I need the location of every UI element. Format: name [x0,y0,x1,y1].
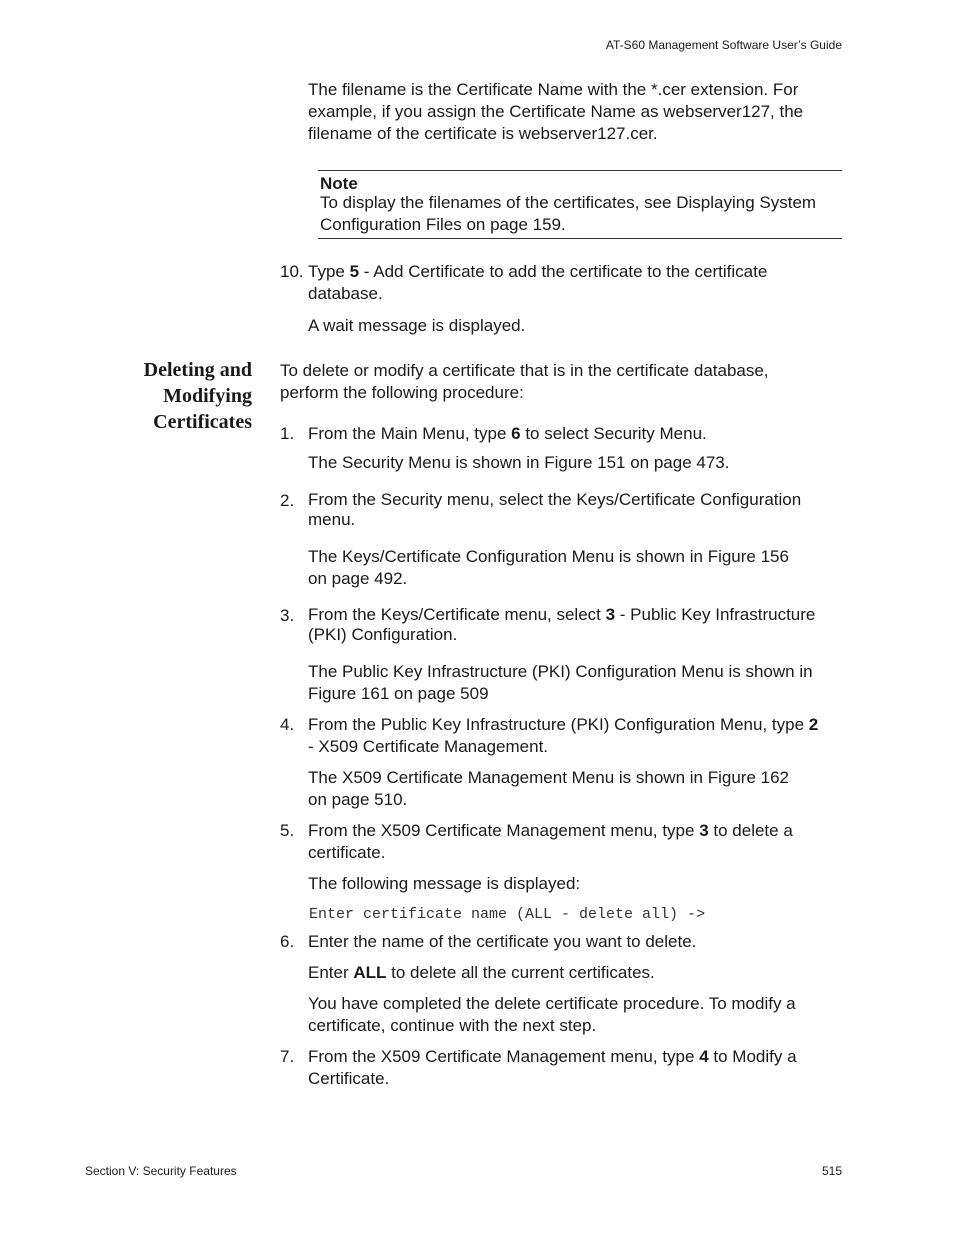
step-5-result: The following message is displayed: [308,874,581,893]
code-prompt: Enter certificate name (ALL - delete all) -> [309,906,706,923]
step-4-text: From the Public Key Infrastructure (PKI) Configuration Menu, type 2 - X509 Certificate Management. [308,715,819,756]
note-top-rule [318,170,842,171]
step-6-result: You have completed the delete certificate procedure. To modify a certificate, continue with the next step. [308,994,796,1035]
step-1-number: 1. [280,424,295,443]
step-6-enter: Enter ALL to delete all the current certificates. [308,963,655,982]
section-intro: To delete or modify a certificate that is in the certificate database, perform the following procedure: [280,361,769,402]
note-text: To display the filenames of the certificates, see Displaying System Configuration Files on page 159. [320,193,817,234]
step-7-number: 7. [280,1047,295,1066]
step-5-text: From the X509 Certificate Management menu, type 3 to delete a certificate. [308,821,793,862]
step-2-result: The Keys/Certificate Configuration Menu is shown in Figure 156 on page 492. [308,547,789,588]
step-3-result: The Public Key Infrastructure (PKI) Configuration Menu is shown in Figure 161 on page 509 [308,662,813,703]
running-header: AT-S60 Management Software User’s Guide [605,38,842,52]
step-2-text: From the Security menu, select the Keys/Certificate Configuration menu. [308,490,802,529]
filename-paragraph: The filename is the Certificate Name with the *.cer extension. For example, if you assign the Certificate Name as webserver127, the filename of the certificate is webserver127.cer. [308,80,804,143]
section-heading: Deleting and Modifying Certificates [143,359,252,433]
step-5-number: 5. [280,821,295,840]
step-4-number: 4. [280,715,295,734]
step-10-number: 10. [280,262,304,281]
step-1-result: The Security Menu is shown in Figure 151 on page 473. [308,453,730,472]
step-6-number: 6. [280,932,295,951]
note-bottom-rule [318,238,842,239]
step-10-key: 5 [349,262,360,281]
step-10-result: A wait message is displayed. [308,316,526,335]
note-label: Note [320,174,358,193]
step-7-text: From the X509 Certificate Management menu, type 4 to Modify a Certificate. [308,1047,797,1088]
step-10-text: Type 5 - Add Certificate to add the certificate to the certificate database. [308,262,768,303]
footer-section: Section V: Security Features [85,1164,237,1178]
step-6-text: Enter the name of the certificate you want to delete. [308,932,697,951]
step-2-number: 2. [280,491,295,510]
step-1-text: From the Main Menu, type 6 to select Security Menu. [308,424,707,443]
step-3-text: From the Keys/Certificate menu, select 3 - Public Key Infrastructure (PKI) Configuration. [308,605,816,644]
step-4-result: The X509 Certificate Management Menu is shown in Figure 162 on page 510. [308,768,789,809]
page-number: 515 [821,1164,842,1178]
step-3-number: 3. [280,606,295,625]
